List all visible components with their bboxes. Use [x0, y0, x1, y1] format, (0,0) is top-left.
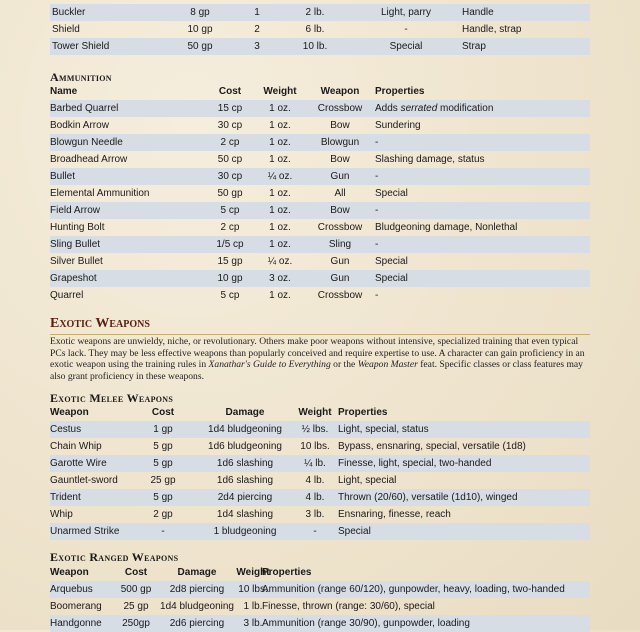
cell: Special: [375, 273, 408, 284]
cell: 5 cp: [220, 290, 240, 301]
cell: Sling: [328, 239, 352, 250]
cell: -: [313, 526, 317, 537]
exotic-melee-table: [50, 404, 590, 540]
cell: Special: [375, 188, 408, 199]
col-weapon: Weapon: [50, 407, 89, 418]
table-row: [50, 134, 590, 151]
cell: 5 gp: [153, 458, 173, 469]
cell: 30 cp: [217, 120, 243, 131]
book-title: Xanathar's Guide to Everything: [208, 359, 331, 371]
cell: Gun: [330, 171, 350, 182]
col-weapon: Weapon: [320, 86, 360, 97]
cell: 1d4 bludgeoning: [160, 601, 234, 612]
cell: 3 lb.: [243, 618, 263, 629]
exotic-description: [50, 336, 590, 382]
cell: Finesse, thrown (range: 30/60), special: [262, 601, 435, 612]
cell: 2 lb.: [305, 7, 325, 18]
cell: 25 gp: [150, 475, 176, 486]
table-row: [50, 615, 590, 632]
cell: -: [404, 24, 408, 35]
cell: 1 gp: [153, 424, 173, 435]
cell: 1d6 bludgeoning: [208, 441, 282, 452]
table-row: [50, 489, 590, 506]
feat-name: Weapon Master: [357, 359, 418, 371]
cell: 1: [254, 7, 260, 18]
cell: Grapeshot: [50, 273, 97, 284]
cell: Bullet: [50, 171, 76, 182]
ammunition-rows: [50, 100, 590, 304]
table-row: [50, 236, 590, 253]
cell: Gun: [330, 256, 350, 267]
cell: 5 cp: [220, 205, 240, 216]
cell: 1 lb.: [243, 601, 263, 612]
ammunition-heading: Ammunition: [50, 70, 112, 84]
cell: Blowgun Needle: [50, 137, 123, 148]
cell: Garotte Wire: [50, 458, 107, 469]
cell: 10 lb.: [302, 41, 328, 52]
cell: Sling Bullet: [50, 239, 101, 250]
cell: Whip: [50, 509, 73, 520]
cell: 1 oz.: [269, 154, 291, 165]
cell: Buckler: [52, 7, 86, 18]
cell: Crossbow: [317, 222, 363, 233]
col-cost: Cost: [218, 86, 242, 97]
cell: Special: [389, 41, 423, 52]
cell: Handle, strap: [462, 24, 522, 35]
cell: Crossbow: [317, 290, 363, 301]
cell: Blowgun: [320, 137, 360, 148]
table-header: [50, 564, 590, 581]
cell: Ensnaring, finesse, reach: [338, 509, 451, 520]
cell: All: [334, 188, 346, 199]
table-row: [50, 253, 590, 270]
cell: -: [375, 239, 379, 250]
cell: Ammunition (range 30/90), gunpowder, loading: [262, 618, 470, 629]
col-cost: Cost: [124, 567, 148, 578]
cell: Broadhead Arrow: [50, 154, 128, 165]
table-row: [50, 117, 590, 134]
table-row: [50, 21, 590, 38]
cell: 2 cp: [220, 137, 240, 148]
cell: Slashing damage, status: [375, 154, 485, 165]
table-row: [50, 581, 590, 598]
cell: 30 cp: [217, 171, 243, 182]
cell: Bow: [330, 120, 350, 131]
cell: 2 gp: [153, 509, 173, 520]
cell: 4 lb.: [305, 492, 325, 503]
table-row: [50, 270, 590, 287]
cell: 15 gp: [217, 256, 243, 267]
cell: Silver Bullet: [50, 256, 103, 267]
table-row: [50, 523, 590, 540]
table-row: [50, 506, 590, 523]
cell: Bow: [330, 205, 350, 216]
table-row: [50, 4, 590, 21]
table-row: [50, 421, 590, 438]
cell: Field Arrow: [50, 205, 101, 216]
cell: Gauntlet-sword: [50, 475, 118, 486]
cell: Adds serrated modification: [375, 103, 494, 114]
cell: 1 oz.: [269, 205, 291, 216]
cell: 3 oz.: [269, 273, 291, 284]
table-row: [50, 168, 590, 185]
cell: 8 gp: [190, 7, 210, 18]
cell: ¼ lb.: [304, 458, 326, 469]
cell: 2d4 piercing: [217, 492, 273, 503]
cell: 2: [254, 24, 260, 35]
cell: 6 lb.: [305, 24, 325, 35]
cell: 25 gp: [123, 601, 149, 612]
col-properties: Properties: [375, 86, 425, 97]
table-row: [50, 472, 590, 489]
cell: 1 oz.: [269, 103, 291, 114]
cell: Quarrel: [50, 290, 84, 301]
cell: Shield: [52, 24, 80, 35]
cell: 50 gp: [187, 41, 213, 52]
cell: 3 lb.: [305, 509, 325, 520]
cell: Special: [375, 256, 408, 267]
exotic-melee-rows: [50, 421, 590, 540]
cell: 250gp: [122, 618, 150, 629]
cell: ¼ oz.: [267, 171, 293, 182]
text: feat. Specific classes or class features may also grant proficiency in these weapons.: [50, 359, 583, 382]
cell: Gun: [330, 273, 350, 284]
cell: Thrown (20/60), versatile (1d10), winged: [338, 492, 518, 503]
table-row: [50, 38, 590, 55]
cell: Handle: [462, 7, 494, 18]
cell: Cestus: [50, 424, 82, 435]
table-row: [50, 219, 590, 236]
cell: 5 gp: [153, 441, 173, 452]
cell: 1d4 bludgeoning: [208, 424, 282, 435]
cell: 3: [254, 41, 260, 52]
cell: 2d8 piercing: [169, 584, 225, 595]
cell: Light, parry: [380, 7, 432, 18]
table-row: [50, 151, 590, 168]
cell: 2 cp: [220, 222, 240, 233]
exotic-ranged-heading: Exotic Ranged Weapons: [50, 550, 179, 564]
cell: Strap: [462, 41, 486, 52]
col-weapon: Weapon: [50, 567, 89, 578]
cell: -: [375, 137, 379, 148]
cell: Ammunition (range 60/120), gunpowder, heavy, loading, two-handed: [262, 584, 565, 595]
cell: Bodkin Arrow: [50, 120, 109, 131]
cell: Bypass, ensnaring, special, versatile (1d8): [338, 441, 526, 452]
cell: 1 oz.: [269, 239, 291, 250]
table-row: [50, 438, 590, 455]
text: or the: [330, 359, 358, 371]
cell: -: [161, 526, 165, 537]
cell: Arquebus: [50, 584, 93, 595]
table-header: [50, 83, 590, 100]
cell: Bow: [330, 154, 350, 165]
cell: 1d4 slashing: [216, 509, 274, 520]
cell: 1/5 cp: [216, 239, 244, 250]
armor-table: [50, 0, 590, 55]
cell: Sundering: [375, 120, 421, 131]
exotic-melee-heading: Exotic Melee Weapons: [50, 391, 174, 405]
cell: -: [375, 171, 379, 182]
cell: Trident: [50, 492, 81, 503]
col-weight: Weight: [298, 407, 332, 418]
cell: 2d6 piercing: [169, 618, 225, 629]
cell: Chain Whip: [50, 441, 102, 452]
table-row: [50, 287, 590, 304]
cell: Boomerang: [50, 601, 102, 612]
table-row: [50, 455, 590, 472]
cell: -: [375, 290, 379, 301]
cell: 50 cp: [217, 154, 243, 165]
exotic-ranged-rows: [50, 581, 590, 632]
cell: 15 cp: [217, 103, 243, 114]
cell: 1 bludgeoning: [213, 526, 277, 537]
cell: Hunting Bolt: [50, 222, 105, 233]
cell: 1 oz.: [269, 290, 291, 301]
text: Exotic weapons are unwieldy, niche, or revolutionary. Others make poor weapons without intensive, specialized training that even typical PCs lack. They may be less effective weapons than popularly conceived and require expertise to use. A character can gain proficiency in an exotic weapon using the training rules in: [50, 336, 585, 371]
cell: Special: [338, 526, 371, 537]
cell: Elemental Ammunition: [50, 188, 150, 199]
table-header: [50, 404, 590, 421]
cell: Bludgeoning damage, Nonlethal: [375, 222, 518, 233]
col-damage: Damage: [225, 407, 265, 418]
cell: Crossbow: [317, 103, 363, 114]
cell: 1 oz.: [269, 188, 291, 199]
cell: ¼ oz.: [267, 256, 293, 267]
col-name: Name: [50, 86, 78, 97]
cell: Finesse, light, special, two-handed: [338, 458, 492, 469]
cell: Unarmed Strike: [50, 526, 120, 537]
col-properties: Properties: [262, 567, 312, 578]
modifier-name: serrated: [400, 103, 438, 114]
cell: Handgonne: [50, 618, 102, 629]
cell: 4 lb.: [305, 475, 325, 486]
table-row: [50, 100, 590, 117]
cell: Light, special, status: [338, 424, 429, 435]
table-row: [50, 598, 590, 615]
cell: 5 gp: [153, 492, 173, 503]
cell: 1 oz.: [269, 222, 291, 233]
cell: -: [375, 205, 379, 216]
ammunition-table: [50, 83, 590, 304]
cell: 500 gp: [120, 584, 152, 595]
cell: 1 oz.: [269, 137, 291, 148]
col-damage: Damage: [177, 567, 217, 578]
cell: ½ lbs.: [301, 424, 329, 435]
cell: 10 lbs.: [238, 584, 268, 595]
cell: 10 gp: [187, 24, 213, 35]
col-weight: Weight: [263, 86, 297, 97]
cell: 1d6 slashing: [216, 458, 274, 469]
cell: 1d6 slashing: [216, 475, 274, 486]
table-row: [50, 202, 590, 219]
table-row: [50, 185, 590, 202]
cell: Light, special: [338, 475, 397, 486]
cell: 10 lbs.: [300, 441, 330, 452]
col-properties: Properties: [338, 407, 388, 418]
cell: 1 oz.: [269, 120, 291, 131]
cell: Barbed Quarrel: [50, 103, 119, 114]
exotic-weapons-heading: Exotic Weapons: [50, 316, 590, 335]
cell: Tower Shield: [52, 41, 110, 52]
cell: 10 gp: [217, 273, 243, 284]
col-weight: Weight: [236, 567, 270, 578]
col-cost: Cost: [151, 407, 175, 418]
cell: 50 gp: [217, 188, 243, 199]
exotic-ranged-table: [50, 564, 590, 632]
